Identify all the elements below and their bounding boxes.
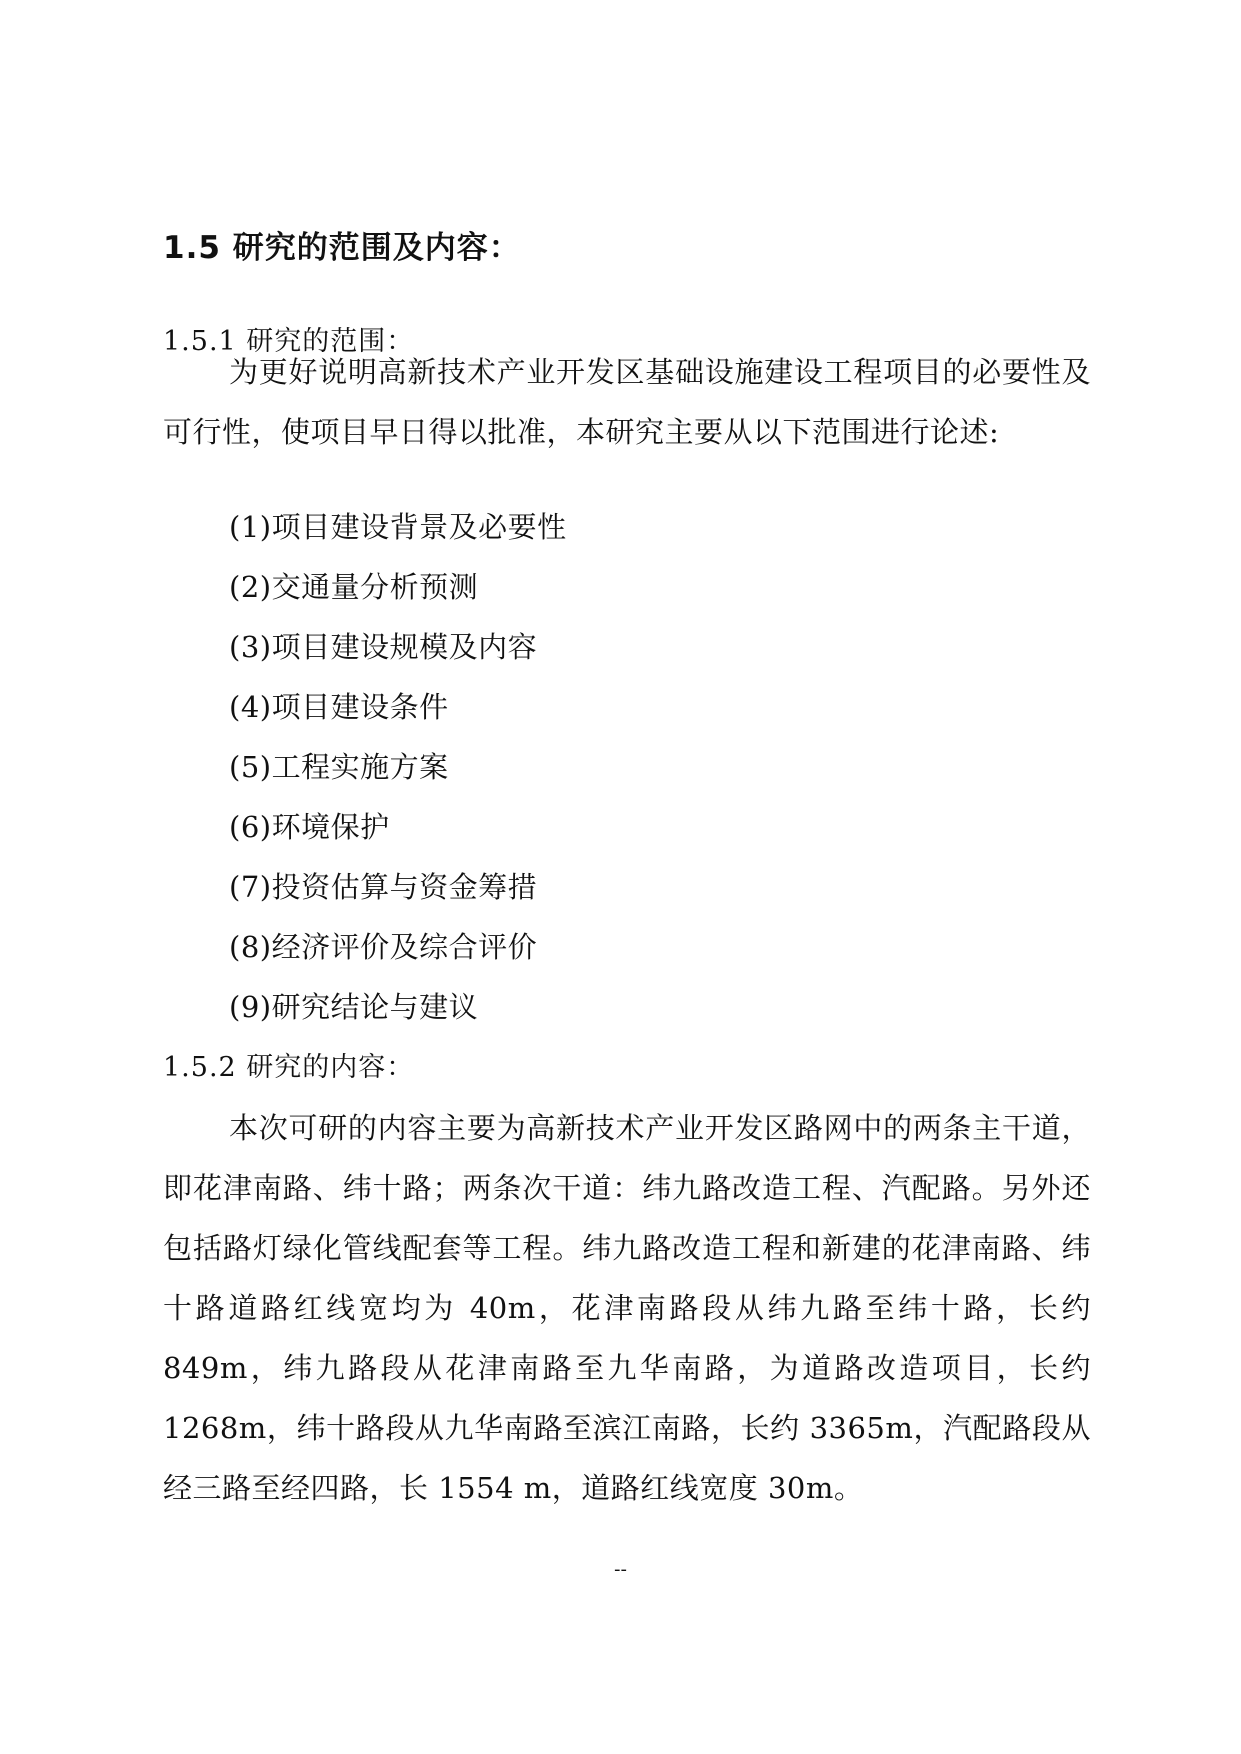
- content-body-paragraph: 本次可研的内容主要为高新技术产业开发区路网中的两条主干道，即花津南路、纬十路；两条次干道：纬九路改造工程、汽配路。另外还包括路灯绿化管线配套等工程。纬九路改造工程和新建的花津南路、纬十路道路红线宽均为 40m，花津南路段从纬九路至纬十路，长约 849m，纬九路段从花津南路至九华南路，为道路改造项目，长约 1268m，纬十路段从九华南路至滨江南路，长约 3365m，汽配路段从经三路至经四路，长 1554 m，道路红线宽度 30m。: [163, 1111, 1091, 1505]
- scope-heading: 1.5.1 研究的范围：: [163, 326, 415, 357]
- page-footer-mark: --: [614, 1559, 627, 1580]
- list-item: (2)交通量分析预测: [229, 570, 479, 604]
- scope-intro-paragraph: 为更好说明高新技术产业开发区基础设施建设工程项目的必要性及可行性，使项目早日得以批准，本研究主要从以下范围进行论述:: [163, 355, 1091, 449]
- list-item: (3)项目建设规模及内容: [229, 630, 538, 664]
- list-item: (5)工程实施方案: [229, 750, 449, 784]
- list-item: (1)项目建设背景及必要性: [229, 510, 567, 544]
- content-heading: 1.5.2 研究的内容：: [163, 1052, 415, 1083]
- list-item: (8)经济评价及综合评价: [229, 930, 538, 964]
- section-title: 1.5 研究的范围及内容：: [163, 230, 521, 266]
- scope-list: [229, 497, 567, 1037]
- list-item: (6)环境保护: [229, 810, 390, 844]
- list-item: (9)研究结论与建议: [229, 990, 479, 1024]
- list-item: (7)投资估算与资金筹措: [229, 870, 538, 904]
- list-item: (4)项目建设条件: [229, 690, 449, 724]
